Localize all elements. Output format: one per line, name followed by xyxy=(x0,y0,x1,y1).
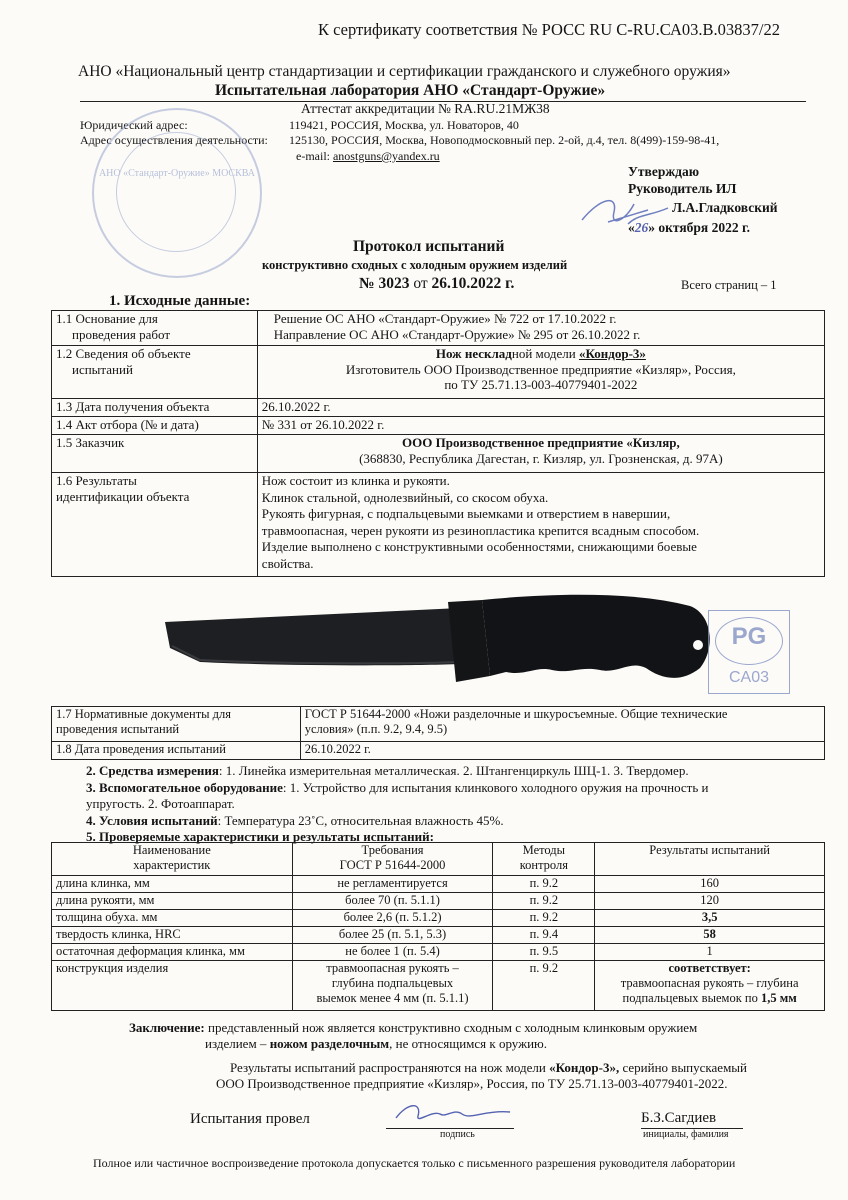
identification-line: Нож состоит из клинка и рукояти. xyxy=(261,473,450,488)
column-header: Требования xyxy=(361,843,424,857)
number-from: от xyxy=(413,275,428,292)
section-2 xyxy=(86,763,689,779)
column-header: Результаты испытаний xyxy=(595,843,825,876)
row-value: № 331 от 26.10.2022 г. xyxy=(257,417,824,435)
number-date: 26.10.2022 г. xyxy=(431,275,515,292)
column-header: Методы xyxy=(522,843,566,857)
cell-result-text: подпальцевых выемок по xyxy=(622,991,758,1005)
cell-method: п. 9.2 xyxy=(493,961,595,1011)
certification-stamp xyxy=(708,610,790,694)
laboratory-name: Испытательная лаборатория АНО «Стандарт-Оружие» xyxy=(215,82,606,99)
identification-line: Рукоять фигурная, с подпальцевыми выемками и отверстием в навершии, xyxy=(261,506,671,521)
section-2-text: : 1. Линейка измерительная металлическая. 2. Штангенциркуль ШЦ-1. 3. Твердомер. xyxy=(218,763,689,778)
row-label: 1.4 Акт отбора (№ и дата) xyxy=(52,417,258,435)
section-4 xyxy=(86,813,504,829)
object-type-rest: ной модели xyxy=(511,346,576,361)
cell-result: 120 xyxy=(595,893,825,910)
row-label: 1.6 Результаты xyxy=(56,473,137,488)
conclusion-text: представленный нож является конструктивно сходным с холодным клинковым оружием xyxy=(204,1020,698,1035)
row-label: 1.3 Дата получения объекта xyxy=(52,399,258,417)
column-header: Наименование xyxy=(132,843,211,857)
seal-inner-ring xyxy=(116,132,236,252)
cell-requirement: не регламентируется xyxy=(292,876,493,893)
table-row xyxy=(52,311,825,346)
conclusion-text: , не относящимся к оружию. xyxy=(389,1036,548,1051)
conclusion-label: Заключение: xyxy=(129,1020,205,1035)
table-row xyxy=(52,707,825,742)
row-value: 26.10.2022 г. xyxy=(300,742,824,760)
table-header-row xyxy=(52,843,825,876)
cell-method: п. 9.2 xyxy=(493,893,595,910)
seal-text: АНО «Стандарт-Оружие» МОСКВА xyxy=(98,168,256,179)
protocol-subtitle: конструктивно сходных с холодным оружием изделий xyxy=(262,258,568,272)
cell-requirement: более 25 (п. 5.1, 5.3) xyxy=(292,927,493,944)
tester-signature xyxy=(388,1098,518,1128)
cell-name: твердость клинка, HRC xyxy=(52,927,293,944)
knife-blade xyxy=(165,608,460,665)
section-3-continued: упругость. 2. Фотоаппарат. xyxy=(86,796,235,811)
number-value: 3023 xyxy=(378,275,410,292)
row-label: испытаний xyxy=(72,361,133,377)
row-label: проведения испытаний xyxy=(56,722,180,736)
applicability-line-1 xyxy=(230,1060,747,1076)
cell-requirement: более 2,6 (п. 5.1.2) xyxy=(292,910,493,927)
cell-method: п. 9.2 xyxy=(493,910,595,927)
row-label: 1.2 Сведения об объекте xyxy=(56,346,191,361)
table-row xyxy=(52,473,825,577)
organization-name: АНО «Национальный центр стандартизации и сертификации гражданского и служебного оружия» xyxy=(78,63,731,80)
stamp-logo: PG xyxy=(731,623,767,650)
cell-method: п. 9.5 xyxy=(493,944,595,961)
number-prefix: № xyxy=(359,275,375,292)
email-line xyxy=(296,149,440,164)
knife-handle xyxy=(482,595,710,678)
cell-requirement: не более 1 (п. 5.4) xyxy=(292,944,493,961)
section-3 xyxy=(86,780,709,796)
row-label: 1.7 Нормативные документы для xyxy=(56,707,232,721)
knife-lanyard-hole xyxy=(693,640,703,650)
legal-address-label: Юридический адрес: xyxy=(80,118,188,132)
table-row xyxy=(52,910,825,927)
column-header: ГОСТ Р 51644-2000 xyxy=(339,858,446,872)
identification-line: травмоопасная, черен рукояти из резинопластика крепится всадным способом. xyxy=(261,522,700,538)
table-row xyxy=(52,742,825,760)
conclusion-line-2 xyxy=(205,1036,547,1052)
cell-result: травмоопасная рукоять – глубина xyxy=(620,976,799,990)
section-4-label: 4. Условия испытаний xyxy=(86,813,218,828)
cell-result: 58 xyxy=(595,927,825,944)
section-4-text: : Температура 23˚С, относительная влажность 45%. xyxy=(217,813,504,828)
approval-date-rest: » октября 2022 г. xyxy=(648,220,750,235)
footer-notice: Полное или частичное воспроизведение протокола допускается только с письменного разрешения руководителя лаборатории xyxy=(93,1156,736,1170)
email-link[interactable]: anostguns@yandex.ru xyxy=(332,149,440,163)
approval-date-prefix: « xyxy=(628,220,635,235)
table-row xyxy=(52,961,825,1011)
results-table xyxy=(51,842,825,1011)
cell-name: длина рукояти, мм xyxy=(52,893,293,910)
identification-line: Изделие выполнено с конструктивными особенностями, снижающими боевые xyxy=(261,539,697,554)
cell-result: 3,5 xyxy=(595,910,825,927)
cell-requirement: травмоопасная рукоять – xyxy=(326,961,459,975)
protocol-title: Протокол испытаний xyxy=(353,238,505,255)
email-label: e-mail: xyxy=(296,149,330,163)
column-header: контроля xyxy=(519,858,569,872)
approval-role: Руководитель ИЛ xyxy=(628,181,737,196)
conclusion-text: изделием – xyxy=(205,1036,267,1051)
accreditation: Аттестат аккредитации № RA.RU.21МЖ38 xyxy=(301,101,550,116)
tester-name: Б.З.Сагдиев xyxy=(641,1110,717,1126)
cell-requirement: более 70 (п. 5.1.1) xyxy=(292,893,493,910)
protocol-number xyxy=(359,275,514,293)
customer-name: ООО Производственное предприятие «Кизляр, xyxy=(402,435,680,450)
row-label: 1.1 Основание для xyxy=(56,311,158,326)
identification-line: свойства. xyxy=(261,555,314,571)
activity-address: 125130, РОССИЯ, Москва, Новоподмосковный пер. 2-ой, д.4, тел. 8(499)-159-98-41, xyxy=(289,133,720,147)
row-value: ГОСТ Р 51644-2000 «Ножи разделочные и шкуросъемные. Общие технические xyxy=(304,707,728,721)
table-row xyxy=(52,417,825,435)
object-model: «Кондор-3» xyxy=(579,346,646,361)
name-caption: инициалы, фамилия xyxy=(643,1129,729,1140)
table-row xyxy=(52,893,825,910)
table-row xyxy=(52,876,825,893)
cell-name: конструкция изделия xyxy=(52,961,293,1011)
cell-name: длина клинка, мм xyxy=(52,876,293,893)
approval-date xyxy=(628,220,750,236)
section-1-heading: 1. Исходные данные: xyxy=(109,293,251,309)
conclusion-verdict: ножом разделочным xyxy=(269,1036,390,1051)
object-name xyxy=(262,346,820,362)
cell-result: 160 xyxy=(595,876,825,893)
section-3-text: : 1. Устройство для испытания клинкового холодного оружия на прочность и xyxy=(282,780,709,795)
row-value: по ТУ 25.71.13-003-40779401-2022 xyxy=(444,377,638,392)
applicability-model: «Кондор-3», xyxy=(549,1060,620,1075)
cell-name: толщина обуха. мм xyxy=(52,910,293,927)
row-value: Направление ОС АНО «Стандарт-Оружие» № 295 от 26.10.2022 г. xyxy=(273,326,641,342)
approval-heading: Утверждаю xyxy=(628,164,700,179)
cell-result-value: 1,5 мм xyxy=(760,991,797,1005)
table-row xyxy=(52,944,825,961)
source-data-table xyxy=(51,310,825,577)
cell-result: соответствует: xyxy=(668,961,751,975)
row-value: Решение ОС АНО «Стандарт-Оружие» № 722 от 17.10.2022 г. xyxy=(273,311,617,326)
table-row xyxy=(52,927,825,944)
section-5-heading: 5. Проверяемые характеристики и результаты испытаний: xyxy=(86,829,434,844)
cell-result: 1 xyxy=(595,944,825,961)
stamp-code: CA03 xyxy=(728,669,770,686)
customer-address: (368830, Республика Дагестан, г. Кизляр, ул. Грозненская, д. 97А) xyxy=(359,450,723,466)
total-pages: Всего страниц – 1 xyxy=(681,278,777,292)
row-value: условия» (п.п. 9.2, 9.4, 9.5) xyxy=(304,722,448,736)
knife-photo xyxy=(160,590,720,700)
organization-seal xyxy=(92,108,262,278)
column-header: характеристик xyxy=(133,858,211,872)
table-row xyxy=(52,435,825,473)
table-row xyxy=(52,346,825,399)
normative-table xyxy=(51,706,825,760)
cell-method: п. 9.2 xyxy=(493,876,595,893)
applicability-text: серийно выпускаемый xyxy=(619,1060,747,1075)
row-label: проведения работ xyxy=(72,326,171,342)
cell-result xyxy=(599,991,820,1006)
certificate-reference: К сертификату соответствия № РОСС RU C-RU.СА03.В.03837/22 xyxy=(318,20,780,39)
object-type: Нож несклад xyxy=(435,346,512,361)
tester-label: Испытания провел xyxy=(190,1111,310,1127)
identification-line: Клинок стальной, однолезвийный, со скосом обуха. xyxy=(261,489,549,505)
activity-address-label: Адрес осуществления деятельности: xyxy=(80,133,268,147)
row-value: Изготовитель ООО Производственное предприятие «Кизляр», Россия, xyxy=(345,361,736,377)
cell-method: п. 9.4 xyxy=(493,927,595,944)
cell-requirement: глубина подпальцевых xyxy=(331,976,454,990)
signature-caption: подпись xyxy=(440,1129,475,1140)
row-label: 1.5 Заказчик xyxy=(52,435,258,473)
conclusion xyxy=(129,1020,697,1036)
approval-day: 26 xyxy=(634,220,649,235)
row-value: 26.10.2022 г. xyxy=(257,399,824,417)
applicability-line-2: ООО Производственное предприятие «Кизляр», Россия, по ТУ 25.71.13-003-40779401-2022. xyxy=(216,1076,728,1091)
row-label: 1.8 Дата проведения испытаний xyxy=(52,742,301,760)
table-row xyxy=(52,399,825,417)
legal-address: 119421, РОССИЯ, Москва, ул. Новаторов, 40 xyxy=(289,118,519,132)
applicability-text: Результаты испытаний распространяются на нож модели xyxy=(230,1060,546,1075)
section-3-label: 3. Вспомогательное оборудование xyxy=(86,780,283,795)
section-2-label: 2. Средства измерения xyxy=(86,763,219,778)
cell-requirement: выемок менее 4 мм (п. 5.1.1) xyxy=(316,991,469,1005)
approval-name: Л.А.Гладковский xyxy=(672,200,778,215)
cell-name: остаточная деформация клинка, мм xyxy=(52,944,293,961)
row-label: идентификации объекта xyxy=(56,488,190,504)
